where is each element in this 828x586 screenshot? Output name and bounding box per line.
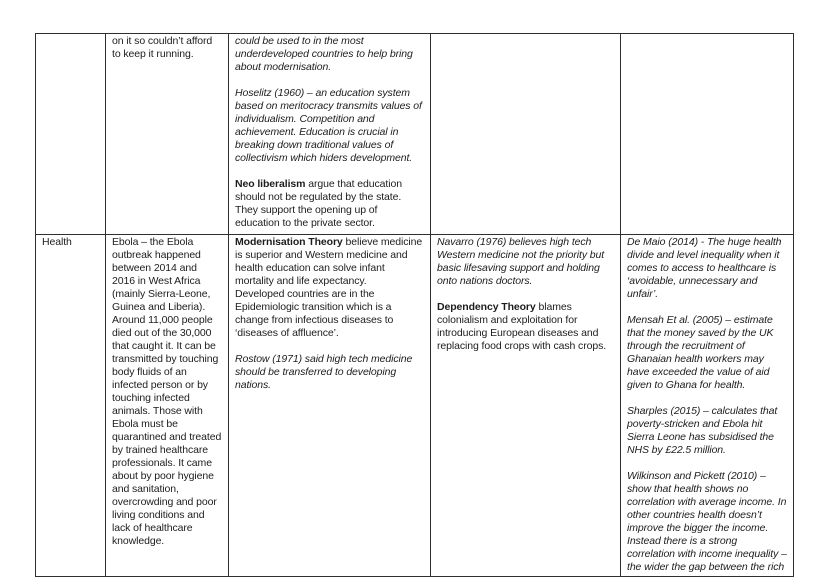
table-cell (106, 34, 229, 235)
paragraph (627, 236, 787, 301)
table-cell (621, 34, 794, 235)
text-run: Rostow (1971) said high tech medicine should be transferred to developing nations. (235, 353, 413, 391)
paragraph (627, 301, 787, 314)
paragraph (112, 35, 222, 61)
paragraph (235, 340, 424, 353)
text-run: Navarro (1976) believes high tech Western medicine not the priority but basic lifesaving support and holding onto nations doctors. (437, 236, 605, 287)
text-run: argue that education should not be regulated by the state. They support the opening up of education to the private sector. (235, 178, 402, 229)
text-run: Ebola – the Ebola outbreak happened between 2014 and 2016 in West Africa (mainly Sierra-Leone, Guinea and Liberia). Around 11,000 people died out of the 30,000 that caught it. It can be transmitted by touching body fluids of an infected person or by touching infected animals. Those with Ebola must be quarantined and treated by trained healthcare professionals. It came about by poor hygiene and sanitation, overcrowding and poor living conditions and lack of healthcare knowledge. (112, 236, 222, 547)
paragraph (437, 301, 614, 353)
paragraph (42, 236, 99, 249)
text-run: Health (42, 236, 72, 248)
text-run: Neo liberalism (235, 178, 306, 190)
table-cell (431, 235, 621, 577)
paragraph (437, 236, 614, 288)
paragraph (235, 87, 424, 165)
text-run: on it so couldn’t afford to keep it running. (112, 35, 213, 60)
table-cell (621, 235, 794, 577)
table-cell (431, 34, 621, 235)
paragraph (627, 470, 787, 574)
paragraph (235, 165, 424, 178)
text-run: believe medicine is superior and Western medicine and health education can solve infant mortality and life expectancy. (235, 236, 423, 287)
text-run: Wilkinson and Pickett (2010) – show that health shows no correlation with average income. In other countries health doesn’t improve the bigger the income. Instead there is a strong correlation with income inequality – the wider the gap between the rich (627, 470, 787, 573)
paragraph (235, 74, 424, 87)
text-run: blames colonialism and exploitation for introducing European diseases and replacing food crops with cash crops. (437, 301, 607, 352)
paragraph (235, 353, 424, 392)
text-run: Sharples (2015) – calculates that poverty-stricken and Ebola hit Sierra Leone has subsidised the NHS by £22.5 million. (627, 405, 778, 456)
table-cell (36, 34, 106, 235)
paragraph (627, 457, 787, 470)
paragraph (235, 288, 424, 340)
text-run: could be used to in the most underdeveloped countries to help bring about modernisation. (235, 35, 413, 73)
paragraph (627, 314, 787, 392)
text-run: Dependency Theory (437, 301, 536, 313)
paragraph (437, 288, 614, 301)
paragraph (627, 405, 787, 457)
table-row (36, 235, 794, 577)
paragraph (235, 35, 424, 74)
text-run: Mensah Et al. (2005) – estimate that the money saved by the UK through the recruitment of Ghanaian health workers may have exceeded the value of aid given to Ghana for health. (627, 314, 774, 391)
table-row (36, 34, 794, 235)
table-cell (229, 34, 431, 235)
text-run: De Maio (2014) - The huge health divide and level inequality when it comes to access to healthcare is ‘avoidable, unnecessary and unfair’. (627, 236, 782, 300)
text-run: Modernisation Theory (235, 236, 343, 248)
text-run: Hoselitz (1960) – an education system based on meritocracy transmits values of individualism. Competition and achievement. Education is crucial in breaking down traditional values of collectivism which hiders development. (235, 87, 422, 164)
paragraph (235, 178, 424, 230)
table-cell (229, 235, 431, 577)
text-run: Developed countries are in the Epidemiologic transition which is a change from infectious diseases to ‘diseases of affluence’. (235, 288, 394, 339)
table-cell (106, 235, 229, 577)
table-cell (36, 235, 106, 577)
revision-notes-table (35, 33, 794, 577)
paragraph (112, 236, 222, 548)
paragraph (627, 392, 787, 405)
paragraph (235, 236, 424, 288)
